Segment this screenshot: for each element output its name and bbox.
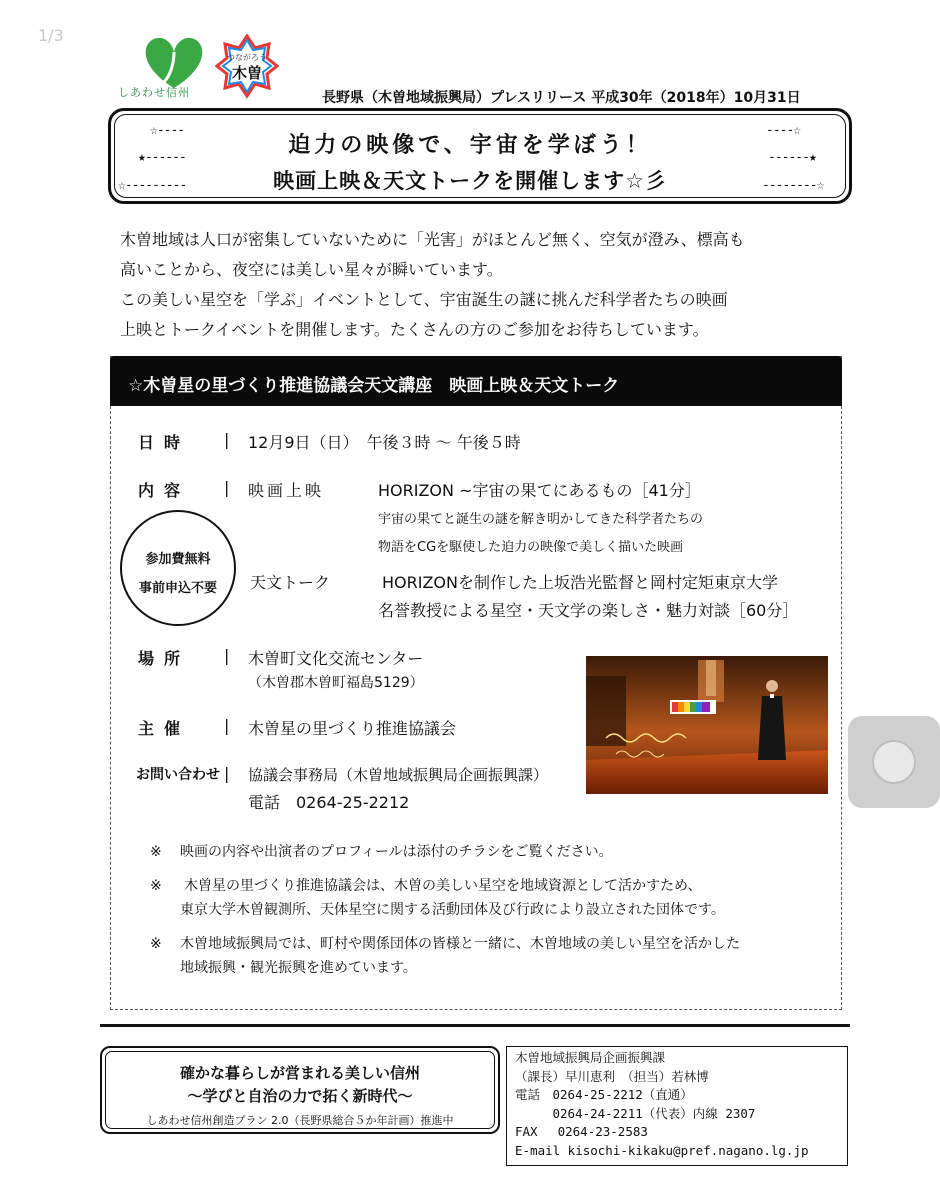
contact-info-box — [506, 1046, 848, 1166]
slogan-box — [100, 1046, 500, 1134]
note-2-mark: ※ — [150, 878, 162, 894]
title-deco-left-3: ☆--------- — [118, 178, 187, 193]
page-counter: 1/3 — [38, 26, 64, 45]
title-line-1: 迫力の映像で、宇宙を学ぼう！ — [288, 133, 652, 158]
content-separator: | — [224, 478, 230, 497]
note-2-line-1: 木曽星の里づくり推進協議会は、木曽の美しい星空を地域資源として活かすため、 — [184, 878, 702, 894]
footer-divider — [100, 1024, 850, 1027]
note-3-line-1: 木曽地域振興局では、町村や関係団体の皆様と一緒に、木曽地域の美しい星空を活かした — [180, 936, 740, 952]
title-deco-left-2: ★------ — [138, 150, 186, 165]
kiso-logo-top-text: つながろう — [227, 53, 267, 62]
date-separator: | — [224, 430, 230, 449]
note-1-line-1: 映画の内容や出演者のプロフィールは添付のチラシをご覧ください。 — [180, 844, 613, 860]
note-3-mark: ※ — [150, 936, 162, 952]
host-separator: | — [224, 716, 230, 735]
contact-line-5: FAX 0264-23-2583 — [515, 1124, 648, 1139]
title-deco-right-2: ------★ — [768, 150, 816, 165]
contact-email[interactable]: E-mail kisochi-kikaku@pref.nagano.lg.jp — [515, 1142, 809, 1158]
date-value: 12月9日（日） 午後３時 ～ 午後５時 — [248, 433, 521, 452]
title-line-2: 映画上映＆天文トークを開催します☆彡 — [273, 169, 667, 193]
badge-line-1: 参加費無料 — [145, 552, 211, 567]
content-label: 内容 — [138, 481, 191, 500]
movie-label: 映画上映 — [248, 481, 325, 500]
badge-line-2: 事前申込不要 — [138, 581, 217, 596]
event-section-header — [110, 356, 842, 406]
title-deco-right-1: ----☆ — [766, 123, 801, 138]
note-2-line-2: 東京大学木曽観測所、天体星空に関する活動団体及び行政により設立された団体です。 — [180, 902, 725, 918]
movie-description-1: 宇宙の果てと誕生の謎を解き明かしてきた科学者たちの — [378, 512, 704, 527]
host-value: 木曽星の里づくり推進協議会 — [248, 719, 457, 738]
movie-description-2: 物語をCGを駆使した迫力の映像で美しく描いた映画 — [378, 540, 684, 555]
inquiry-value: 協議会事務局（木曽地域振興局企画振興課） — [248, 766, 549, 784]
title-deco-right-3: --------☆ — [762, 178, 824, 193]
movie-scene-photo — [586, 656, 828, 794]
slogan-line-3: しあわせ信州創造プラン 2.0（長野県総合５か年計画）推進中 — [146, 1114, 454, 1127]
venue-name: 木曽町文化交流センター — [248, 649, 424, 668]
note-1-mark: ※ — [150, 844, 162, 860]
inquiry-separator: | — [224, 764, 230, 783]
intro-line-1: 木曽地域は人口が密集していないために「光害」がほとんど無く、空気が澄み、標高も — [120, 230, 745, 249]
inquiry-label: お問い合わせ — [136, 767, 220, 783]
shiawase-logo-text: しあわせ信州 — [118, 86, 190, 99]
viewer-scroll-handle[interactable] — [848, 716, 940, 808]
free-admission-badge — [120, 510, 236, 626]
scroll-handle-knob[interactable] — [872, 740, 916, 784]
contact-line-3: 電話 0264-25-2212（直通） — [515, 1087, 693, 1102]
talk-description-2: 名誉教授による星空・天文学の楽しさ・魅力対談［60分］ — [378, 601, 799, 620]
inquiry-telephone: 電話 0264-25-2212 — [248, 793, 410, 812]
intro-line-3: この美しい星空を「学ぶ」イベントとして、宇宙誕生の謎に挑んだ科学者たちの映画 — [120, 290, 728, 309]
date-label: 日時 — [138, 433, 191, 452]
contact-line-4: 0264-24-2211（代表）内線 2307 — [515, 1105, 756, 1121]
kiso-logo-main-text: 木曽 — [231, 64, 263, 82]
talk-label: 天文トーク — [250, 573, 331, 592]
venue-separator: | — [224, 646, 230, 665]
host-label: 主催 — [138, 719, 191, 738]
event-section-header-text: ☆木曽星の里づくり推進協議会天文講座 映画上映＆天文トーク — [128, 376, 620, 396]
slogan-line-2: ～学びと自治の力で拓く新時代～ — [187, 1087, 413, 1105]
note-3-line-2: 地域振興・観光振興を進めています。 — [180, 960, 417, 976]
contact-line-1: 木曽地域振興局企画振興課 — [515, 1050, 666, 1065]
movie-title: HORIZON ~宇宙の果てにあるもの［41分］ — [378, 481, 701, 500]
venue-label: 場所 — [138, 649, 191, 668]
contact-line-2: （課長）早川恵利 （担当）若林博 — [515, 1068, 709, 1084]
intro-line-2: 高いことから、夜空には美しい星々が瞬いています。 — [120, 260, 503, 279]
talk-description-1: HORIZONを制作した上坂浩光監督と岡村定矩東京大学 — [382, 573, 778, 592]
press-release-header: 長野県（木曽地域振興局）プレスリリース 平成30年（2018年）10月31日 — [322, 90, 801, 106]
kiso-logo — [215, 34, 279, 100]
slogan-line-1: 確かな暮らしが営まれる美しい信州 — [179, 1064, 420, 1082]
intro-line-4: 上映とトークイベントを開催します。たくさんの方のご参加をお待ちしています。 — [120, 320, 709, 339]
title-deco-left-1: ☆---- — [150, 123, 185, 138]
venue-address: （木曽郡木曽町福島5129） — [248, 675, 424, 691]
